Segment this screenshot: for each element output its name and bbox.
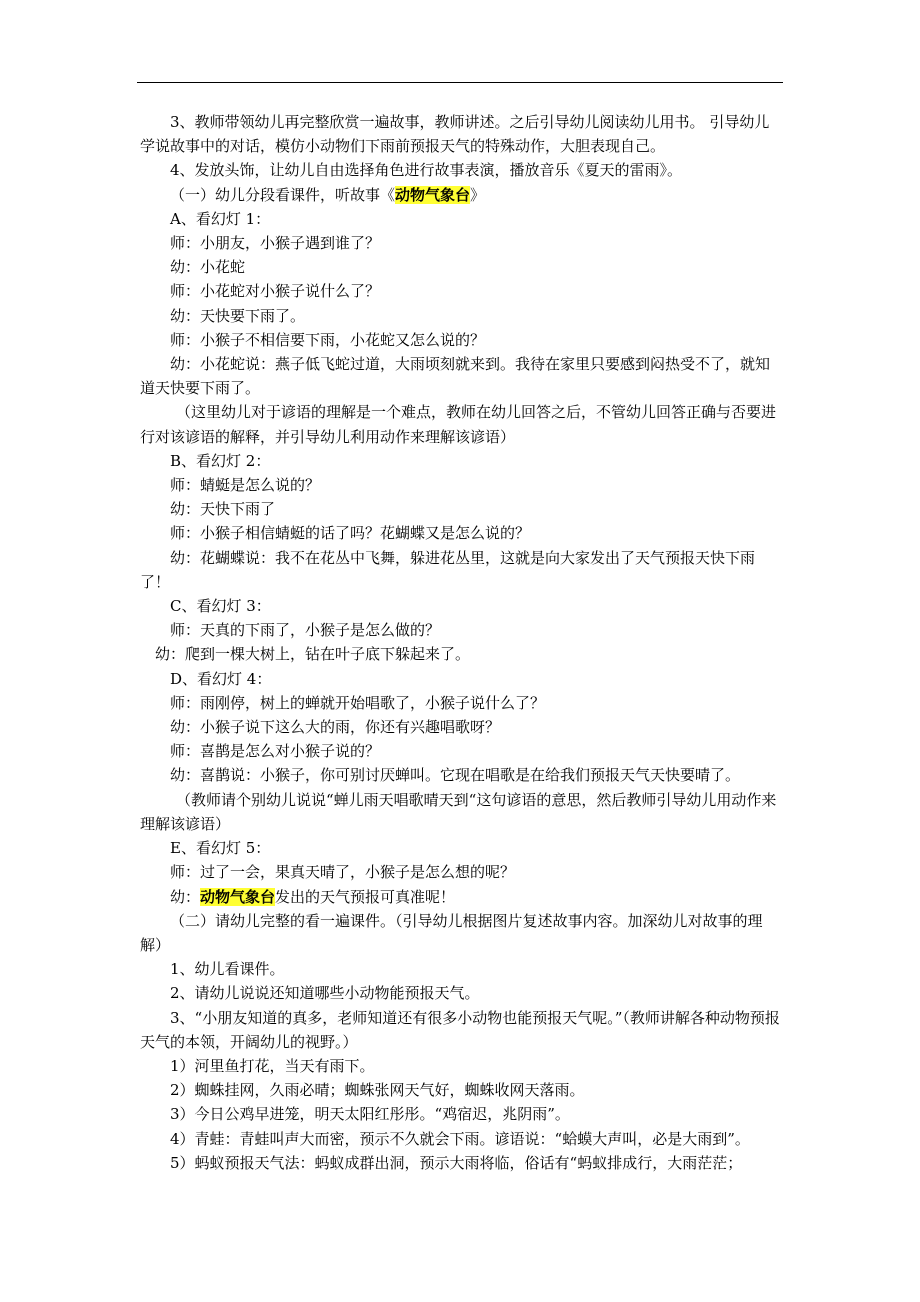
paragraph: 3、“小朋友知道的真多，老师知道还有很多小动物也能预报天气呢。”（教师讲解各种动物预报天气的本领，开阔幼儿的视野。） [140, 1008, 780, 1051]
header-rule [137, 82, 783, 83]
paragraph: 师：小猴子相信蜻蜓的话了吗？花蝴蝶又是怎么说的？ [170, 524, 531, 543]
paragraph: 幼：天快下雨了 [170, 500, 276, 519]
paragraph: 3）今日公鸡早进笼，明天太阳红彤彤。“鸡宿迟，兆阴雨”。 [170, 1105, 570, 1124]
paragraph-text: 幼： [170, 887, 201, 906]
paragraph: C、看幻灯 3： [170, 597, 271, 616]
paragraph: 师：天真的下雨了，小猴子是怎么做的？ [170, 621, 441, 640]
paragraph: （教师请个别幼儿说说“蝉儿雨天唱歌晴天到“这句谚语的意思，然后教师引导幼儿用动作来理解该谚语） [140, 790, 777, 833]
paragraph: 5）蚂蚁预报天气法：蚂蚁成群出洞，预示大雨将临，俗话有“蚂蚁排成行，大雨茫茫； [170, 1153, 743, 1172]
paragraph: 师：小猴子不相信要下雨，小花蛇又怎么说的？ [170, 330, 486, 349]
paragraph: 4、发放头饰，让幼儿自由选择角色进行故事表演，播放音乐《夏天的雷雨》。 [170, 161, 683, 180]
highlighted-title: 动物气象台 [200, 887, 276, 906]
paragraph: B、看幻灯 2： [170, 451, 271, 470]
paragraph: A、看幻灯 1： [170, 209, 271, 228]
paragraph: 幼：小花蛇说：燕子低飞蛇过道，大雨顷刻就来到。我待在家里只要感到闷热受不了，就知道天快要下雨了。 [140, 355, 771, 398]
paragraph: 师：小花蛇对小猴子说什么了？ [170, 282, 381, 301]
highlighted-title: 动物气象台 [395, 185, 471, 204]
paragraph: 师：喜鹊是怎么对小猴子说的？ [170, 742, 381, 761]
paragraph: 3、教师带领幼儿再完整欣赏一遍故事，教师讲述。之后引导幼儿阅读幼儿用书。 引导幼儿学说故事中的对话，模仿小动物们下雨前预报天气的特殊动作，大胆表现自己。 [140, 113, 770, 156]
paragraph: E、看幻灯 5： [170, 839, 271, 858]
paragraph: 幼：喜鹊说：小猴子，你可别讨厌蝉叫。它现在唱歌是在给我们预报天气天快要晴了。 [170, 766, 741, 785]
paragraph: 2）蜘蛛挂网，久雨必晴；蜘蛛张网天气好，蜘蛛收网天落雨。 [170, 1081, 585, 1100]
paragraph-text: 发出的天气预报可真准呢！ [275, 887, 456, 906]
paragraph-text: 》 [470, 185, 486, 204]
paragraph: （二）请幼儿完整的看一遍课件。（引导幼儿根据图片复述故事内容。加深幼儿对故事的理解） [140, 911, 763, 954]
paragraph: 幼：花蝴蝶说：我不在花丛中飞舞，躲进花丛里，这就是向大家发出了天气预报天快下雨了！ [140, 548, 756, 591]
paragraph: （这里幼儿对于谚语的理解是一个难点，教师在幼儿回答之后，不管幼儿回答正确与否要进行对该谚语的解释，并引导幼儿利用动作来理解该谚语） [140, 403, 777, 446]
paragraph: 师：蜻蜓是怎么说的？ [170, 476, 321, 495]
paragraph: 1）河里鱼打花，当天有雨下。 [170, 1056, 375, 1075]
paragraph: 幼：爬到一棵大树上，钻在叶子底下躲起来了。 [155, 645, 471, 664]
paragraph: 幼：小猴子说下这么大的雨，你还有兴趣唱歌呀？ [170, 718, 501, 737]
paragraph [140, 183, 780, 207]
paragraph: 幼：小花蛇 [170, 258, 246, 277]
paragraph-text: （一）幼儿分段看课件，听故事《 [170, 185, 396, 204]
paragraph: 师：小朋友，小猴子遇到谁了？ [170, 234, 381, 253]
paragraph [140, 885, 780, 909]
paragraph: 师：过了一会，果真天晴了，小猴子是怎么想的呢？ [170, 863, 516, 882]
paragraph: 师：雨刚停，树上的蝉就开始唱歌了，小猴子说什么了？ [170, 693, 546, 712]
paragraph: 4）青蛙：青蛙叫声大而密，预示不久就会下雨。谚语说：“蛤蟆大声叫，必是大雨到”。 [170, 1129, 750, 1148]
paragraph: D、看幻灯 4： [170, 669, 272, 688]
paragraph: 2、请幼儿说说还知道哪些小动物能预报天气。 [170, 984, 480, 1003]
paragraph: 1、幼儿看课件。 [170, 960, 285, 979]
paragraph: 幼：天快要下雨了。 [170, 306, 306, 325]
document-body [140, 110, 780, 1175]
